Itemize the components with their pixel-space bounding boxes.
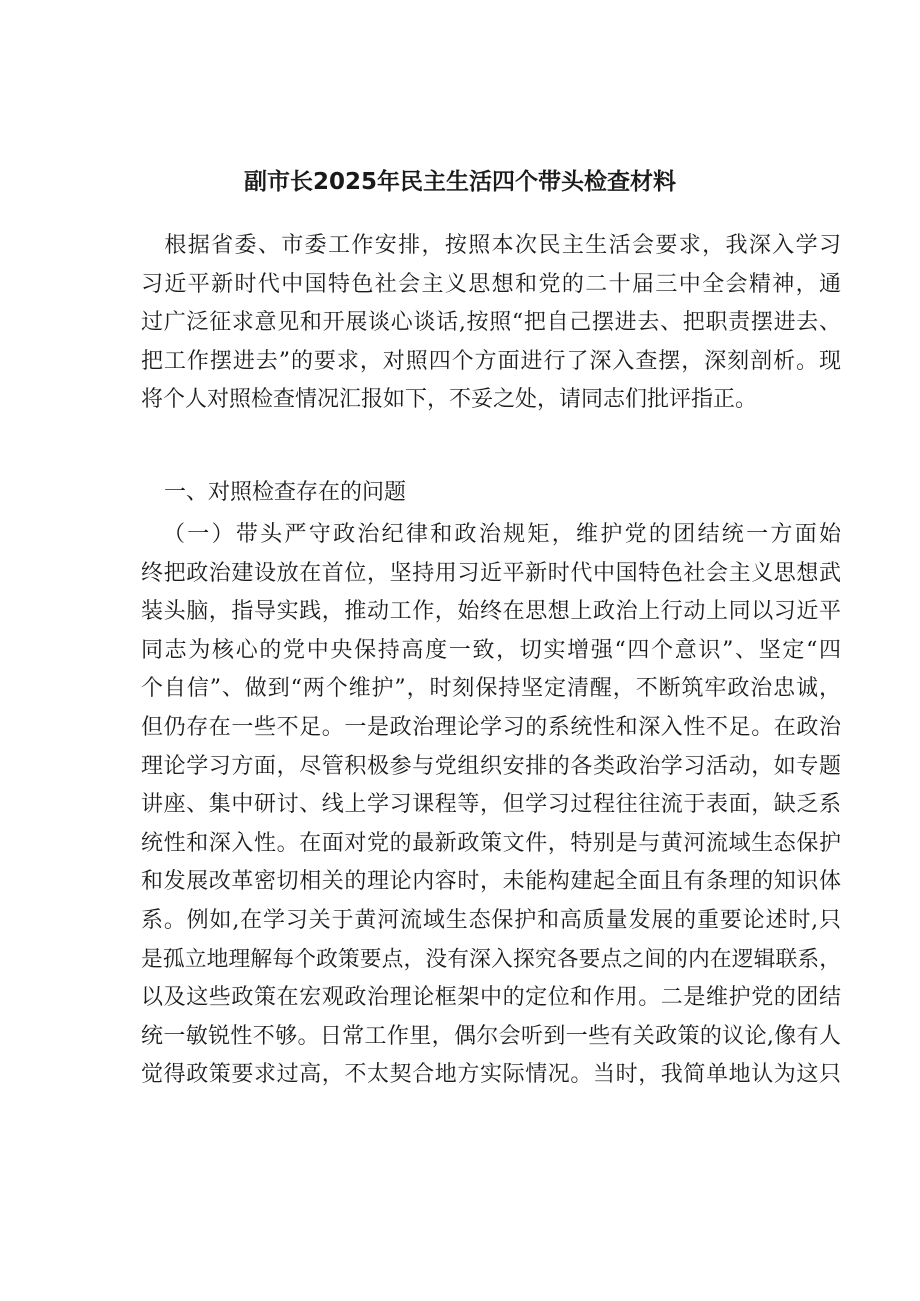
section-line: 是孤立地理解每个政策要点，没有深入探究各要点之间的内在逻辑联系， — [141, 946, 841, 972]
section-line: 系。例如,在学习关于黄河流域生态保护和高质量发展的重要论述时,只 — [141, 907, 841, 933]
section-line: 觉得政策要求过高，不太契合地方实际情况。当时，我简单地认为这只 — [141, 1062, 841, 1088]
intro-line: 将个人对照检查情况汇报如下，不妥之处，请同志们批评指正。 — [141, 387, 758, 413]
intro-line: 把工作摆进去”的要求，对照四个方面进行了深入查摆，深刻剖析。现 — [141, 348, 841, 374]
intro-paragraph — [141, 227, 841, 420]
section-line: 和发展改革密切相关的理论内容时，未能构建起全面且有条理的知识体 — [141, 869, 841, 895]
section-line: 以及这些政策在宏观政治理论框架中的定位和作用。二是维护党的团结 — [141, 985, 841, 1011]
section-line: 同志为核心的党中央保持高度一致，切实增强“四个意识”、坚定“四 — [141, 637, 841, 663]
section-line: 讲座、集中研讨、线上学习课程等，但学习过程往往流于表面，缺乏系 — [141, 792, 841, 818]
intro-line: 习近平新时代中国特色社会主义思想和党的二十届三中全会精神，通 — [141, 271, 841, 297]
intro-line: 过广泛征求意见和开展谈心谈话,按照“把自己摆进去、把职责摆进去、 — [141, 310, 841, 336]
section-line: 理论学习方面，尽管积极参与党组织安排的各类政治学习活动，如专题 — [141, 753, 841, 779]
section-line: 统性和深入性。在面对党的最新政策文件，特别是与黄河流域生态保护 — [141, 830, 841, 856]
section-line: 装头脑，指导实践，推动工作，始终在思想上政治上行动上同以习近平 — [141, 599, 841, 625]
section-paragraph — [141, 516, 841, 1095]
document-title: 副市长2025年民主生活四个带头检查材料 — [243, 169, 676, 195]
section-line: 终把政治建设放在首位，坚持用习近平新时代中国特色社会主义思想武 — [141, 560, 841, 586]
section-line: 但仍存在一些不足。一是政治理论学习的系统性和深入性不足。在政治 — [141, 714, 841, 740]
section-heading: 一、对照检查存在的问题 — [164, 480, 407, 505]
section-line: 个自信”、做到“两个维护”，时刻保持坚定清醒，不断筑牢政治忠诚， — [141, 676, 841, 702]
section-line: （一）带头严守政治纪律和政治规矩，维护党的团结统一方面始 — [163, 522, 841, 547]
intro-line: 根据省委、市委工作安排，按照本次民主生活会要求，我深入学习 — [141, 233, 841, 258]
section-line: 统一敏锐性不够。日常工作里，偶尔会听到一些有关政策的议论,像有人 — [141, 1023, 841, 1049]
